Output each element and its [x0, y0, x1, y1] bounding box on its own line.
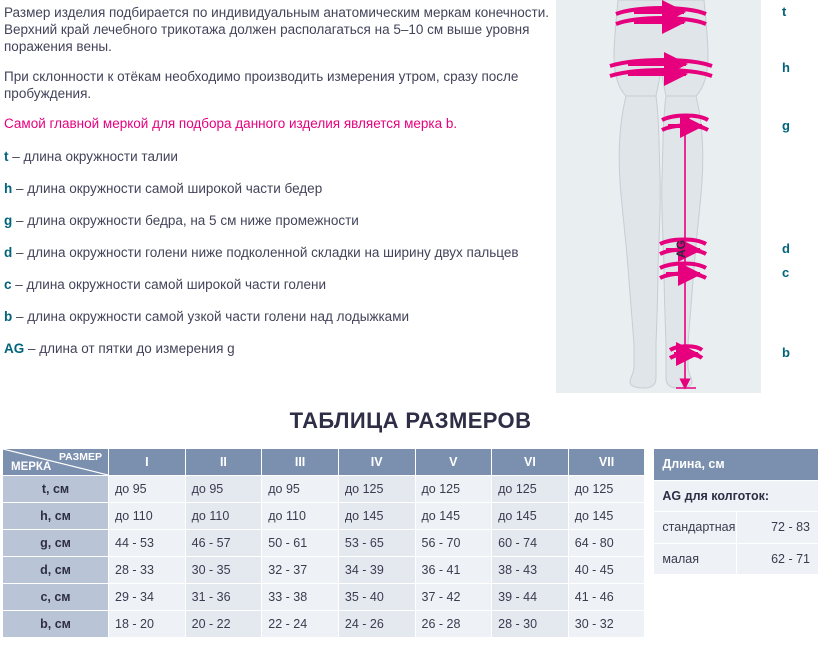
table-row [3, 557, 645, 584]
description-column [0, 0, 560, 372]
side-value-standard: 72 - 83 [736, 512, 818, 544]
col-header-2: II [185, 449, 262, 476]
cell-g-6: 60 - 74 [492, 530, 569, 557]
legend-text-t: – длина окружности талии [8, 149, 178, 164]
cell-b-1: 18 - 20 [109, 611, 186, 638]
legend-key-t: t [4, 149, 9, 164]
cell-h-4: до 145 [338, 503, 415, 530]
cell-t-3: до 95 [262, 476, 339, 503]
cell-c-4: 35 - 40 [338, 584, 415, 611]
corner-size-label: РАЗМЕР [59, 451, 102, 463]
page-title: ТАБЛИЦА РАЗМЕРОВ [289, 408, 532, 433]
col-header-1: I [109, 449, 186, 476]
side-spacer [654, 575, 819, 607]
legend-key-ag: AG [4, 341, 25, 356]
side-label-standard: стандартная [654, 512, 736, 544]
side-label-small: малая [654, 543, 736, 575]
side-row [654, 543, 819, 575]
corner-measure-label: МЕРКА [11, 461, 52, 473]
tables-container [0, 448, 821, 638]
cell-b-4: 24 - 26 [338, 611, 415, 638]
cell-d-1: 28 - 33 [109, 557, 186, 584]
col-header-5: V [415, 449, 492, 476]
side-spacer-row [654, 575, 819, 607]
cell-g-2: 46 - 57 [185, 530, 262, 557]
cell-h-5: до 145 [415, 503, 492, 530]
highlight-note: Самой главной меркой для подбора данного изделия является мерка b. [4, 116, 458, 131]
side-sub-row [654, 480, 819, 512]
cell-c-3: 33 - 38 [262, 584, 339, 611]
cell-g-4: 53 - 65 [338, 530, 415, 557]
cell-b-6: 28 - 30 [492, 611, 569, 638]
cell-h-6: до 145 [492, 503, 569, 530]
cell-t-6: до 125 [492, 476, 569, 503]
cell-b-3: 22 - 24 [262, 611, 339, 638]
side-header-row [654, 449, 819, 481]
legend-text-c: – длина окружности самой широкой части голени [11, 277, 326, 292]
cell-d-5: 36 - 41 [415, 557, 492, 584]
cell-t-1: до 95 [109, 476, 186, 503]
cell-t-5: до 125 [415, 476, 492, 503]
legend-text-b: – длина окружности самой узкой части голени над лодыжками [12, 309, 410, 324]
cell-d-4: 34 - 39 [338, 557, 415, 584]
side-row [654, 512, 819, 544]
side-spacer [654, 606, 819, 638]
legend-item-h [4, 180, 552, 197]
legend-item-g [4, 212, 552, 229]
row-label-h: h, см [3, 503, 109, 530]
figure-label-b: b [782, 345, 790, 360]
legend-text-h: – длина окружности самой широкой части бедер [12, 181, 323, 196]
table-corner-cell [3, 449, 109, 476]
cell-g-1: 44 - 53 [109, 530, 186, 557]
cell-d-3: 32 - 37 [262, 557, 339, 584]
table-row [3, 476, 645, 503]
legend-item-ag [4, 340, 552, 357]
cell-h-1: до 110 [109, 503, 186, 530]
legend-item-c [4, 276, 552, 293]
cell-h-2: до 110 [185, 503, 262, 530]
legend-key-h: h [4, 181, 13, 196]
cell-d-2: 30 - 35 [185, 557, 262, 584]
row-label-b: b, см [3, 611, 109, 638]
cell-d-6: 38 - 43 [492, 557, 569, 584]
cell-b-5: 26 - 28 [415, 611, 492, 638]
cell-c-6: 39 - 44 [492, 584, 569, 611]
side-value-small: 62 - 71 [736, 543, 818, 575]
intro-paragraph-1: Размер изделия подбирается по индивидуальным анатомическим меркам конечности. Верхний край лечебного трикотажа должен располагаться на 5–10 см выше уровня поражения вены. [4, 5, 550, 54]
legend-item-d [4, 244, 552, 261]
cell-c-2: 31 - 36 [185, 584, 262, 611]
legend-key-d: d [4, 245, 13, 260]
legend-item-b [4, 308, 552, 325]
col-header-4: IV [338, 449, 415, 476]
length-table [653, 448, 819, 638]
col-header-6: VI [492, 449, 569, 476]
row-label-g: g, см [3, 530, 109, 557]
measurement-figure [556, 0, 821, 400]
legend-text-ag: – длина от пятки до измерения g [24, 341, 235, 356]
figure-label-g: g [782, 118, 790, 133]
legend-text-g: – длина окружности бедра, на 5 см ниже промежности [12, 213, 359, 228]
cell-c-1: 29 - 34 [109, 584, 186, 611]
legend-text-d: – длина окружности голени ниже подколенной складки на ширину двух пальцев [12, 245, 519, 260]
row-label-t: t, см [3, 476, 109, 503]
cell-b-7: 30 - 32 [568, 611, 645, 638]
table-row [3, 503, 645, 530]
figure-label-h: h [782, 60, 790, 75]
size-table [2, 448, 645, 638]
cell-t-4: до 125 [338, 476, 415, 503]
cell-h-3: до 110 [262, 503, 339, 530]
intro-paragraph-2: При склонности к отёкам необходимо производить измерения утром, сразу после пробуждения. [4, 69, 519, 101]
ag-measure-label: AG [674, 240, 688, 258]
legend-key-c: c [4, 277, 12, 292]
figure-label-d: d [782, 241, 790, 256]
figure-label-t: t [782, 4, 787, 19]
table-row [3, 611, 645, 638]
cell-g-3: 50 - 61 [262, 530, 339, 557]
col-header-3: III [262, 449, 339, 476]
cell-t-7: до 125 [568, 476, 645, 503]
cell-c-7: 41 - 46 [568, 584, 645, 611]
table-row [3, 530, 645, 557]
cell-t-2: до 95 [185, 476, 262, 503]
side-table-subheader: AG для колготок: [654, 480, 819, 512]
legend-key-g: g [4, 213, 13, 228]
row-label-d: d, см [3, 557, 109, 584]
cell-h-7: до 145 [568, 503, 645, 530]
legend-key-b: b [4, 309, 13, 324]
figure-label-c: c [782, 265, 790, 280]
cell-c-5: 37 - 42 [415, 584, 492, 611]
col-header-7: VII [568, 449, 645, 476]
legend-item-t [4, 148, 552, 165]
cell-g-5: 56 - 70 [415, 530, 492, 557]
table-row [3, 584, 645, 611]
side-spacer-row [654, 606, 819, 638]
cell-d-7: 40 - 45 [568, 557, 645, 584]
cell-g-7: 64 - 80 [568, 530, 645, 557]
row-label-c: c, см [3, 584, 109, 611]
cell-b-2: 20 - 22 [185, 611, 262, 638]
table-header-row [3, 449, 645, 476]
side-table-header: Длина, см [654, 449, 819, 481]
